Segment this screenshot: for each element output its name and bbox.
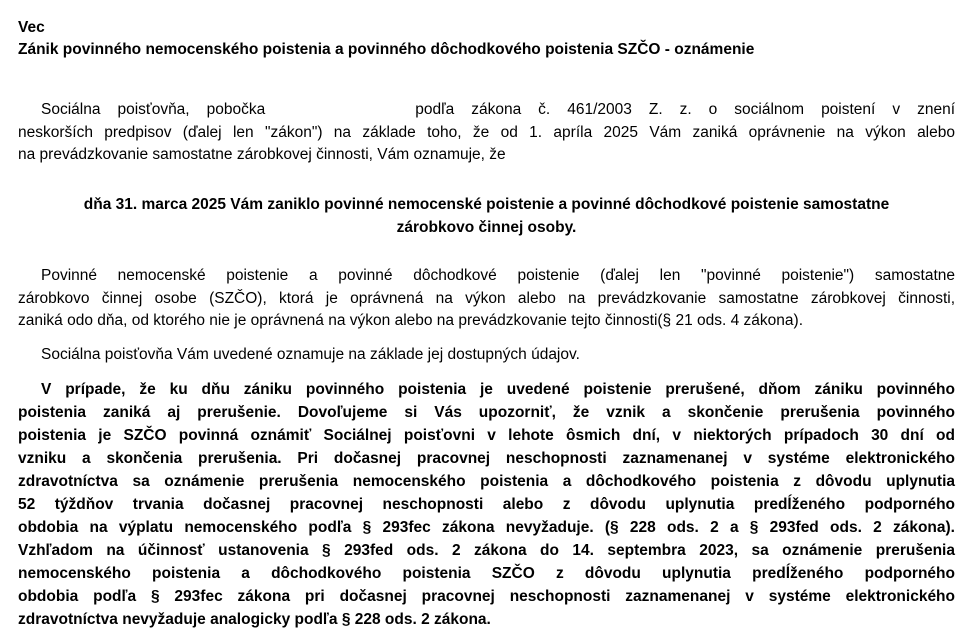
definition-line-3: zaniká odo dňa, od ktorého nie je oprávnená na výkon alebo na prevádzkovanie tejto činnosti(§ 21 ods. 4 zákona). [18,312,803,329]
interruption-line: 52 týždňov trvania dočasnej pracovnej neschopnosti alebo z dôvodu uplynutia predĺženého podporného [18,496,955,513]
interruption-line: Vzhľadom na účinnosť ustanovenia § 293fed ods. 2 zákona do 14. septembra 2023, sa oznámenie prerušenia [18,542,955,559]
intro-line-1-start: Sociálna poisťovňa, pobočka [41,101,266,118]
interruption-paragraph [18,378,955,631]
intro-paragraph [18,99,955,167]
interruption-line: obdobia na výplatu nemocenského podľa § 293fec zákona nevyžaduje. (§ 228 ods. 2 a § 293fed ods. 2 zákona). [18,519,955,536]
interruption-line: vzniku a skončenia prerušenia. Pri dočasnej pracovnej neschopnosti zaznamenanej v systéme elektronického [18,450,955,467]
definition-line-1: Povinné nemocenské poistenie a povinné dôchodkové poistenie (ďalej len "povinné poistenie") samostatne [41,267,955,284]
interruption-line: poistenia je SZČO povinná oznámiť Sociálnej poisťovni v lehote ôsmich dní, v niektorých prípadoch 30 dní od [18,427,955,444]
termination-notice-line-2: zárobkovo činnej osoby. [396,219,577,236]
intro-line-1-end: podľa zákona č. 461/2003 Z. z. o sociálnom poistení v znení [415,101,956,118]
interruption-line: V prípade, že ku dňu zániku povinného poistenia je uvedené poistenie prerušené, dňom zániku povinného [41,381,955,398]
intro-line-2: neskorších predpisov (ďalej len "zákon") na základe toho, že od 1. apríla 2025 Vám zaniká oprávnenie na výkon alebo [18,123,955,141]
subject-label: Vec [18,19,45,36]
definition-paragraph [18,265,955,333]
interruption-line: poistenia zaniká aj prerušenie. Dovoľujeme si Vás upozorniť, že vznik a skončenie prerušenia povinného [18,404,955,421]
termination-notice [18,193,955,239]
subject-title: Zánik povinného nemocenského poistenia a povinného dôchodkového poistenia SZČO - oznámenie [18,41,755,58]
intro-line-1 [18,99,955,122]
definition-line-2: zárobkovo činnej osobe (SZČO), ktorá je oprávnená na výkon alebo na prevádzkovanie samostatne zárobkovej činnosti, [18,289,955,307]
source-line-1: Sociálna poisťovňa Vám uvedené oznamuje na základe jej dostupných údajov. [41,346,580,363]
interruption-line: obdobia podľa § 293fec zákona pri dočasnej pracovnej neschopnosti zaznamenanej v systéme elektronického [18,588,955,605]
source-paragraph [18,344,955,367]
intro-line-3: na prevádzkovanie samostatne zárobkovej činnosti, Vám oznamuje, že [18,146,506,163]
interruption-line: zdravotníctva sa oznámenie prerušenia nemocenského poistenia a dôchodkového poistenia z dôvodu uplynutia [18,473,955,490]
termination-notice-line-1: dňa 31. marca 2025 Vám zaniklo povinné nemocenské poistenie a povinné dôchodkové poistenie samostatne [83,196,890,213]
interruption-line: zdravotníctva nevyžaduje analogicky podľa § 228 ods. 2 zákona. [18,611,491,628]
interruption-line: nemocenského poistenia a dôchodkového poistenia SZČO z dôvodu uplynutia predĺženého podporného [18,565,955,582]
